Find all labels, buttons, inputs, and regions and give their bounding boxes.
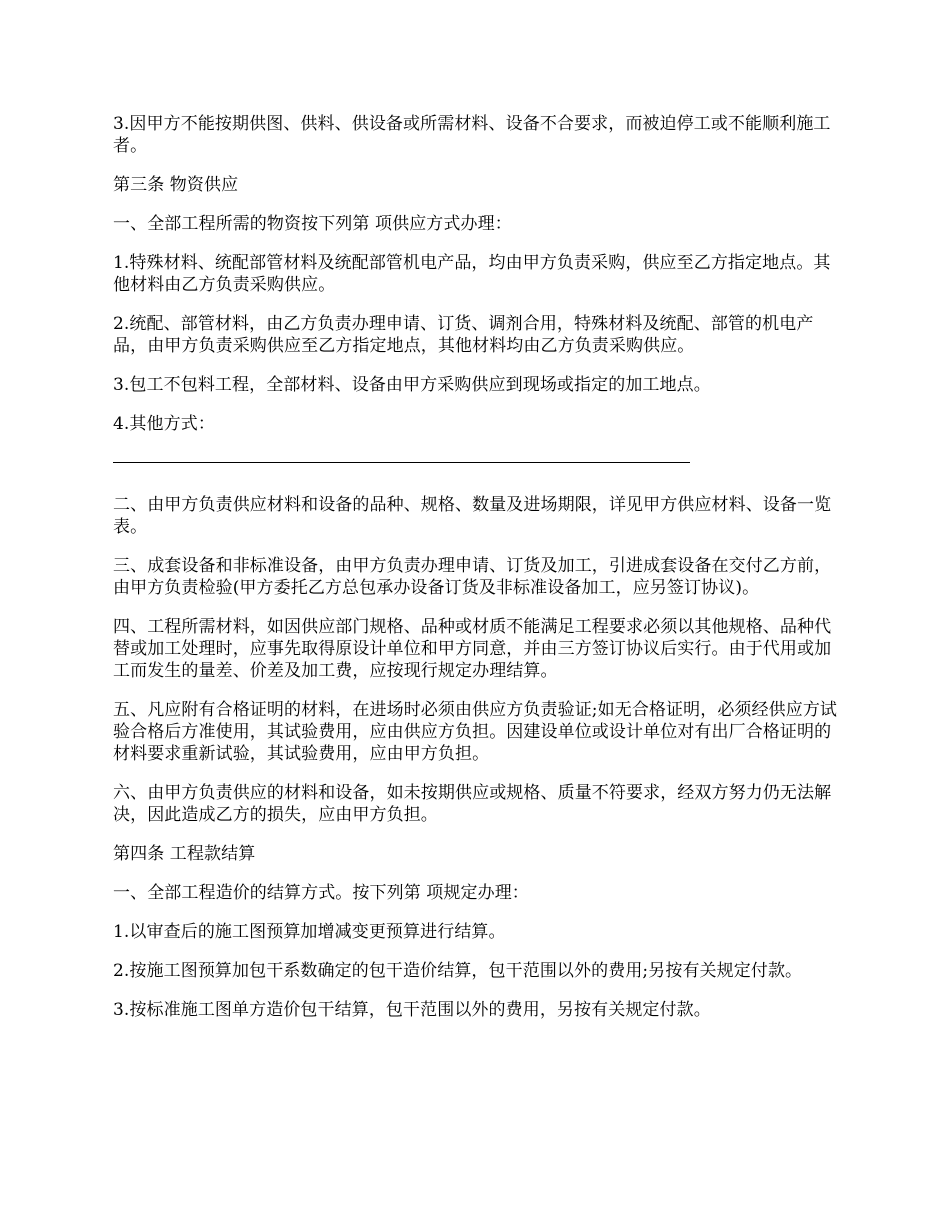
- paragraph-supply-method: 一、全部工程所需的物资按下列第 项供应方式办理：: [113, 214, 512, 234]
- paragraph-option-1: 1.特殊材料、统配部管材料及统配部管机电产品，均由甲方负责采购，供应至乙方指定地点。其他材料由乙方负责采购供应。: [113, 253, 831, 295]
- paragraph-settlement-option-3: 3.按标准施工图单方造价包干结算，包干范围以外的费用，另按有关规定付款。: [113, 1000, 711, 1020]
- paragraph-settlement-option-2: 2.按施工图预算加包干系数确定的包干造价结算，包干范围以外的费用;另按有关规定付款。: [113, 961, 803, 981]
- section-heading-article-4: 第四条 工程款结算: [113, 844, 256, 864]
- paragraph-clause-6-losses: 六、由甲方负责供应的材料和设备，如未按期供应或规格、质量不符要求，经双方努力仍无法解决，因此造成乙方的损失，应由甲方负担。: [113, 783, 832, 825]
- paragraph-clause-4-substitution: 四、工程所需材料，如因供应部门规格、品种或材质不能满足工程要求必须以其他规格、品种代替或加工处理时，应事先取得原设计单位和甲方同意，并由三方签订协议后实行。由于代用或加工而发生的量差、价差及加工费，应按现行规定办理结算。: [113, 617, 832, 681]
- paragraph-clause-5-certification: 五、凡应附有合格证明的材料，在进场时必须由供应方负责验证;如无合格证明，必须经供应方试验合格后方准使用，其试验费用，应由供应方负担。因建设单位或设计单位对有出厂合格证明的材料要求重新试验，其试验费用，应由甲方负担。: [113, 700, 838, 764]
- paragraph-settlement-method: 一、全部工程造价的结算方式。按下列第 项规定办理：: [113, 883, 529, 903]
- paragraph-option-2: 2.统配、部管材料，由乙方负责办理申请、订货、调剂合用，特殊材料及统配、部管的机电产品，由甲方负责采购供应至乙方指定地点，其他材料均由乙方负责采购供应。: [113, 314, 814, 356]
- paragraph-clause-3-equipment: 三、成套设备和非标准设备，由甲方负责办理申请、订货及加工，引进成套设备在交付乙方前，由甲方负责检验(甲方委托乙方总包承办设备订货及非标准设备加工，应另签订协议)。: [113, 556, 832, 598]
- paragraph-settlement-option-1: 1.以审查后的施工图预算加增减变更预算进行结算。: [113, 922, 506, 942]
- paragraph-option-3: 3.包工不包料工程，全部材料、设备由甲方采购供应到现场或指定的加工地点。: [113, 375, 711, 395]
- fill-in-blank-line: [113, 462, 690, 464]
- paragraph-option-4: 4.其他方式：: [113, 414, 215, 434]
- paragraph-clause-3-delay: 3.因甲方不能按期供图、供料、供设备或所需材料、设备不合要求，而被迫停工或不能顺利施工者。: [113, 114, 831, 156]
- section-heading-article-3: 第三条 物资供应: [113, 175, 239, 195]
- paragraph-clause-2-materials-list: 二、由甲方负责供应材料和设备的品种、规格、数量及进场期限，详见甲方供应材料、设备一览表。: [113, 495, 832, 537]
- document-page: [113, 113, 840, 1038]
